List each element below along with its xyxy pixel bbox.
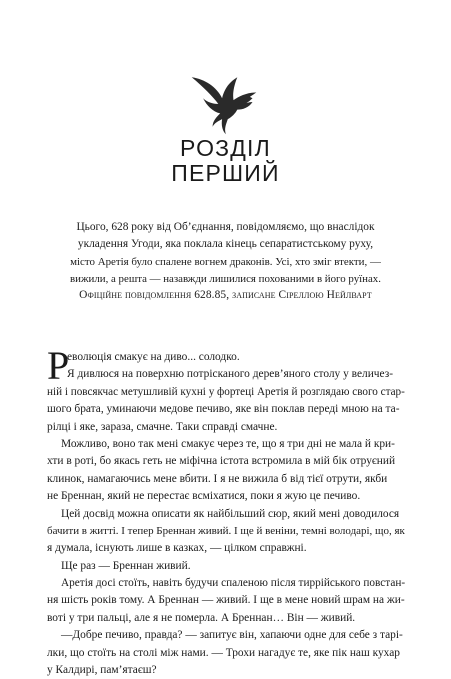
epigraph-line: укладення Угоди, яка поклала кінець сепаратистському руху,: [77, 238, 374, 251]
body-text: [47, 349, 405, 679]
paragraph-line: Аретія досі стоїть, навіть будучи спаленою після тиррійського повстан-: [61, 577, 406, 590]
paragraph-line: —Добре печиво, правда? — запитує він, хапаючи одне для себе з тарі-: [61, 629, 403, 642]
chapter-title-line-1: РОЗДІЛ: [180, 135, 271, 161]
paragraph-line: ня шість років тому. А Бреннан — живий. І ще в мене новий шрам на жи-: [47, 594, 405, 607]
drop-cap: Р: [47, 343, 70, 388]
chapter-title-line-2: ПЕРШИЙ: [171, 160, 280, 186]
paragraph-line: у Калдирі, пам’ятаєш?: [47, 664, 157, 677]
paragraph-line: рілці і яке, зараза, смачне. Таки справді смачне.: [47, 420, 278, 433]
paragraph-line: Я дивлюся на поверхню потрісканого дерев’яного столу у величез-: [67, 368, 394, 381]
paragraph-line: не Бреннан, який не перестає всміхатися, поки я жую це печиво.: [47, 490, 361, 503]
chapter-heading: [0, 136, 451, 186]
dragon-icon: [186, 64, 262, 140]
paragraph-line: воті у три пальці, але я не померла. А Бреннан… Він — живий.: [47, 611, 356, 624]
paragraph-line: Ще раз — Бреннан живий.: [61, 559, 191, 572]
epigraph: [70, 219, 381, 288]
epigraph-line: вижили, а решта — назавжди лишилися похованими в його руїнах.: [70, 272, 381, 285]
epigraph-line: Цього, 628 року від Об’єднання, повідомляємо, що внаслідок: [76, 221, 375, 233]
paragraph-line: шого брата, уминаючи медове печиво, яке він поклав переді мною на та-: [47, 403, 400, 416]
epigraph-attribution: Офіційне повідомлення 628.85, записане Сіреллою Нейлварт: [79, 289, 372, 301]
paragraph-line: Можливо, воно так мені смакує через те, що я три дні не мала й кри-: [61, 437, 395, 450]
paragraph-line: Цей досвід можна описати як найбільший сюр, який мені доводилося: [61, 507, 400, 520]
paragraph-line: хти в роті, бо якась геть не міфічна істота встромила в мій бік отруєний: [47, 455, 396, 468]
paragraph-line: еволюція смакує на диво... солодко.: [67, 351, 240, 363]
paragraph-line: клинок, намагаючись мене вбити. І я не вижила б від тієї отрути, якби: [47, 472, 388, 485]
paragraph-line: я думала, існують лише в казках, — цілком справжні.: [47, 542, 307, 555]
epigraph-line: місто Аретія було спалене вогнем драконів. Усі, хто зміг втекти, —: [70, 255, 381, 268]
paragraph-line: лки, що стоїть на столі між нами. — Трохи нагадує те, яке пік наш кухар: [47, 646, 400, 659]
paragraph-line: бачити в житті. І тепер Бреннан живий. І ще й веніни, темні володарі, що, як: [47, 524, 405, 537]
paragraph-line: ній і повсякчас метушливій кухні у фортеці Аретія й розглядаю свого стар-: [47, 385, 405, 398]
